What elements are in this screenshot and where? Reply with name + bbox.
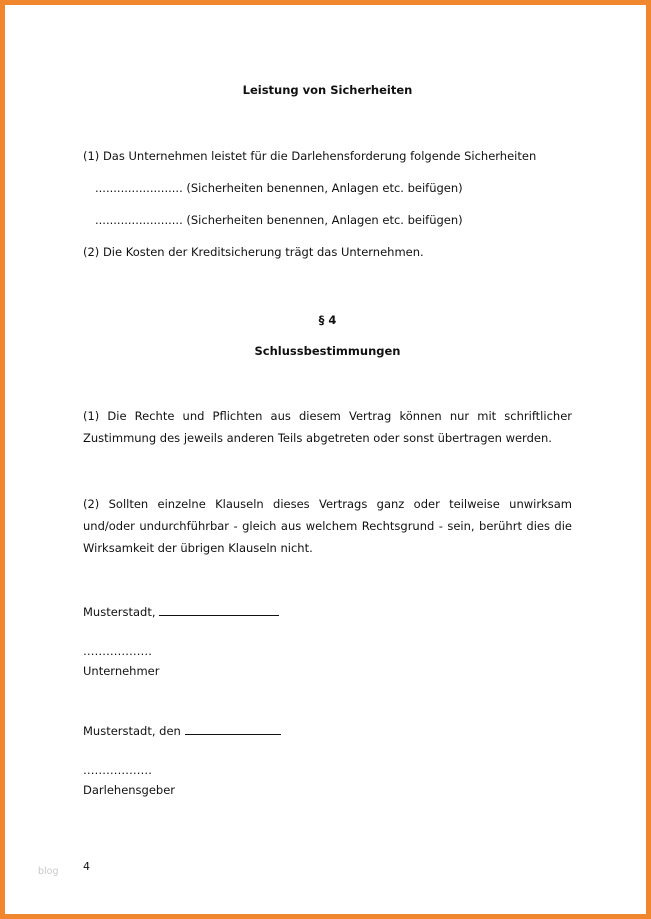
signature-role-1: Unternehmer — [83, 664, 160, 678]
security-item-1: ........................ (Sicherheiten benennen, Anlagen etc. beifügen) — [95, 181, 463, 195]
page-number: 4 — [83, 860, 90, 873]
place-date-label-2: Musterstadt, den — [83, 724, 181, 738]
paragraph-schluss-2: (2) Sollten einzelne Klauseln dieses Vertrags ganz oder teilweise unwirksam und/oder undurchführbar - gleich aus welchem Rechtsgrund - sein, berührt dies die Wirksamkeit der übrigen Klauseln nicht. — [83, 497, 572, 555]
watermark-text: blog — [38, 866, 59, 877]
section-title: Schlussbestimmungen — [254, 344, 401, 358]
paragraph-sicherheiten-2: (2) Die Kosten der Kreditsicherung trägt das Unternehmen. — [83, 245, 424, 259]
signature-line-1 — [83, 601, 572, 623]
section-number: § 4 — [318, 313, 337, 327]
signature-dots-2: ……………… — [83, 763, 152, 777]
signature-dots-1: ……………… — [83, 644, 152, 658]
signature-blank-2 — [185, 723, 281, 735]
signature-role-2: Darlehensgeber — [83, 783, 176, 797]
signature-line-2 — [83, 720, 572, 742]
section-heading-sicherheiten: Leistung von Sicherheiten — [242, 83, 413, 97]
paragraph-sicherheiten-1: (1) Das Unternehmen leistet für die Darlehensforderung folgende Sicherheiten — [83, 149, 537, 163]
place-date-label-1: Musterstadt, — [83, 605, 156, 619]
signature-blank-1 — [159, 604, 279, 616]
security-item-2: ........................ (Sicherheiten benennen, Anlagen etc. beifügen) — [95, 213, 463, 227]
document-page — [83, 0, 572, 919]
paragraph-schluss-1: (1) Die Rechte und Pflichten aus diesem Vertrag können nur mit schriftlicher Zustimmung des jeweils anderen Teils abgetreten oder sonst übertragen werden. — [83, 409, 572, 445]
